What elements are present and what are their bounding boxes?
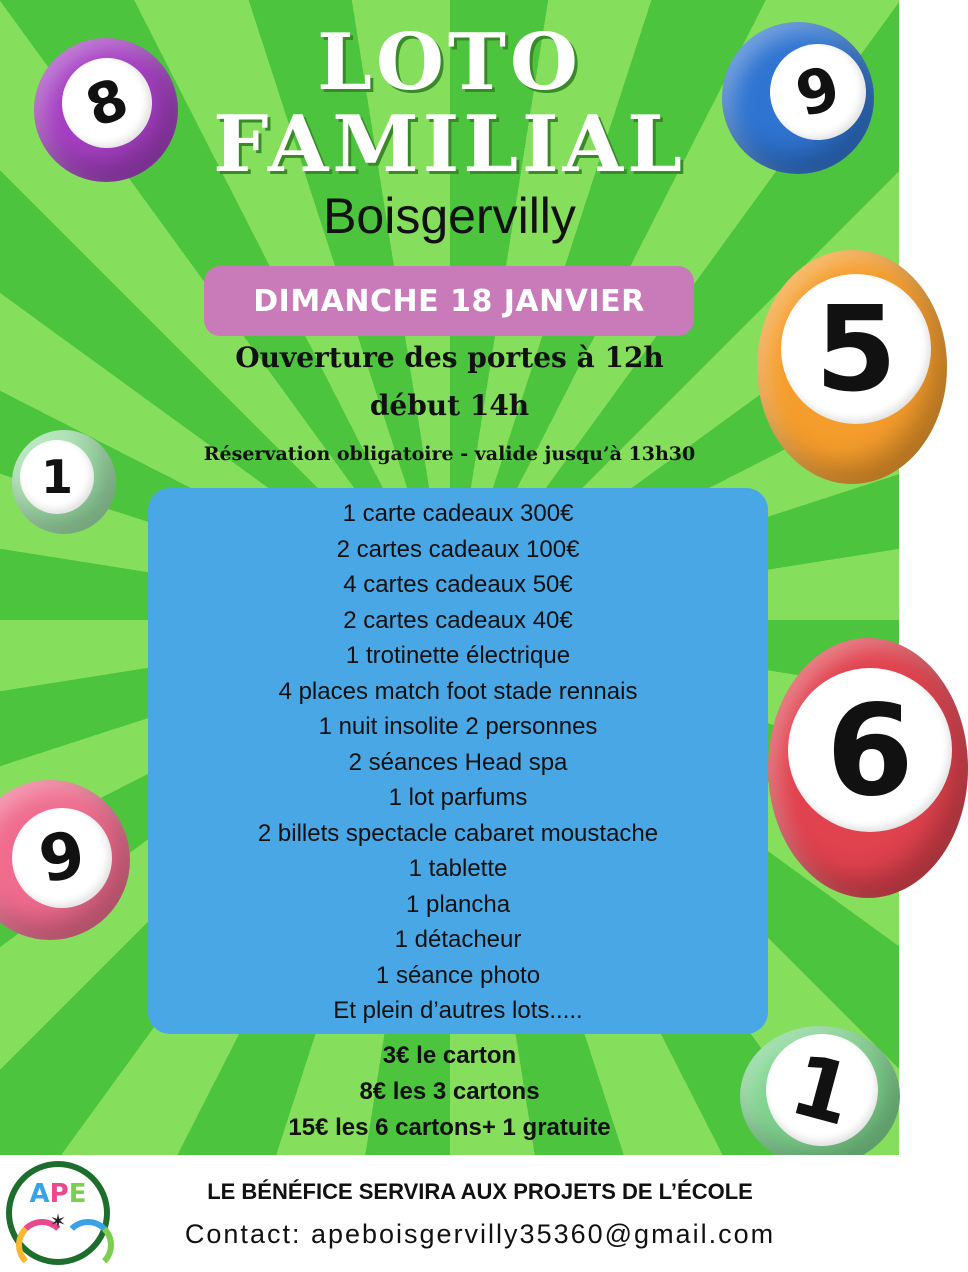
prize-item: 1 détacheur <box>394 926 522 953</box>
ape-logo <box>6 1161 110 1265</box>
prize-item: 1 carte cadeaux 300€ <box>342 500 574 527</box>
reservation-notice: Réservation obligatoire - valide jusqu’à 13h30 <box>203 443 696 465</box>
bingo-ball-red <box>768 638 968 898</box>
price-line: 3€ le carton <box>382 1042 517 1069</box>
prize-item: 1 plancha <box>405 890 511 918</box>
prizes-panel <box>148 488 768 1034</box>
benefit-notice: LE BÉNÉFICE SERVIRA AUX PROJETS DE L’ÉCOLE <box>207 1179 753 1204</box>
town-subtitle: Boisgervilly <box>323 188 576 244</box>
date-banner: DIMANCHE 18 JANVIER <box>204 266 694 336</box>
footer <box>0 1155 899 1272</box>
prize-item: 4 places match foot stade rennais <box>278 677 638 705</box>
price-line: 15€ les 6 cartons+ 1 gratuite <box>288 1114 611 1141</box>
prize-item: 1 trotinette électrique <box>345 642 571 669</box>
logo-text: APE <box>29 1179 87 1209</box>
prize-item: 4 cartes cadeaux 50€ <box>343 571 573 598</box>
ball-number: 9 <box>759 33 877 151</box>
prize-item: 1 tablette <box>408 855 508 882</box>
price-line: 8€ les 3 cartons <box>359 1078 540 1105</box>
ball-number: 9 <box>4 800 120 916</box>
prize-item: 2 cartes cadeaux 100€ <box>336 535 580 563</box>
prize-item: 2 billets spectacle cabaret moustache <box>257 819 659 847</box>
compass-star-icon: ✶ <box>49 1209 67 1233</box>
ball-number: 8 <box>49 45 164 160</box>
title-line-1: LOTO <box>317 17 582 108</box>
title-line-2: FAMILIAL <box>213 99 686 190</box>
logo-inner <box>12 1167 104 1259</box>
ball-number: 1 <box>753 1021 890 1158</box>
prize-item: 1 séance photo <box>375 961 541 989</box>
prize-item: Et plein d’autres lots..... <box>333 997 583 1024</box>
rainbow-arc-right <box>62 1219 114 1271</box>
ball-number: 5 <box>781 274 931 424</box>
prices-block <box>0 1038 899 1146</box>
bingo-ball-pink <box>0 780 130 940</box>
prizes-list <box>148 488 768 1029</box>
prize-item: 2 cartes cadeaux 40€ <box>343 606 573 634</box>
prize-item: 2 séances Head spa <box>348 748 568 776</box>
prize-item: 1 lot parfums <box>388 784 528 811</box>
ball-number: 1 <box>20 440 94 514</box>
contact-email[interactable]: Contact: apeboisgervilly35360@gmail.com <box>184 1219 776 1249</box>
prize-item: 1 nuit insolite 2 personnes <box>318 713 598 740</box>
start-time-text: début 14h <box>369 389 530 422</box>
doors-opening-text: Ouverture des portes à 12h <box>235 341 664 374</box>
ball-number: 6 <box>788 668 952 832</box>
